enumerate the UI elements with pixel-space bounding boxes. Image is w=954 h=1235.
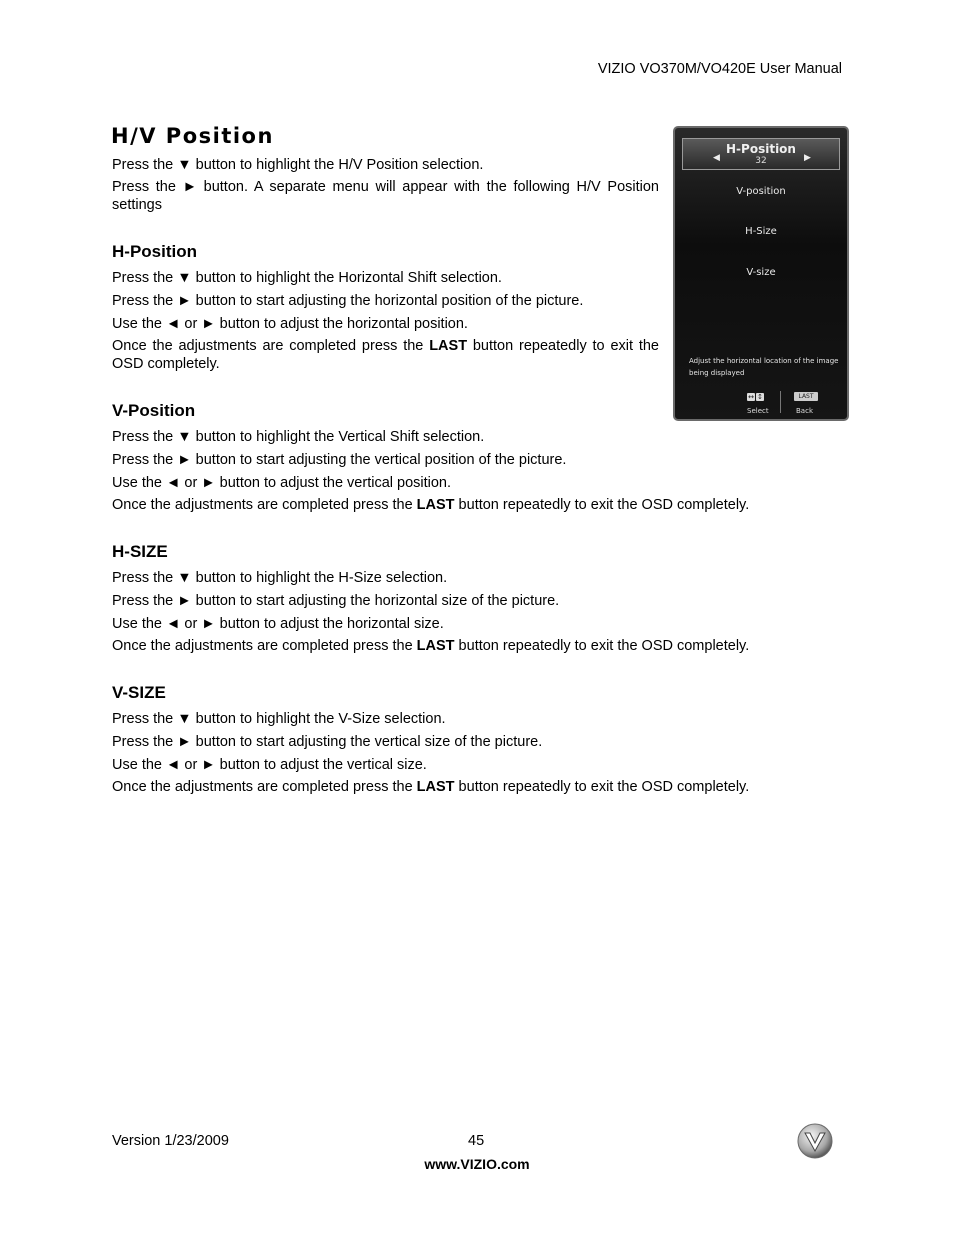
left-arrow-icon: ◀ [713,153,720,163]
intro-line-2: Press the ► button. A separate menu will appear with the following H/V Position settings [112,179,659,213]
h-size-line-1: Press the ▼ button to highlight the H-Size selection. [112,570,448,586]
v-position-line-3: Use the ◄ or ► button to adjust the vertical position. [112,475,452,491]
v-size-line-3: Use the ◄ or ► button to adjust the vertical size. [112,757,427,773]
h-size-heading: H-SIZE [112,542,168,561]
right-arrow-icon: ▶ [804,153,811,163]
h-position-heading: H-Position [112,242,197,261]
v-position-heading: V-Position [112,401,196,420]
h-position-last-instruction: Once the adjustments are completed press the LAST button repeatedly to exit the OSD completely. [112,338,659,372]
osd-bar-value: 32 [755,156,767,166]
osd-back-label: Back [796,407,813,415]
version-text: Version 1/23/2009 [112,1133,229,1149]
v-position-last-instruction: Once the adjustments are completed press the LAST button repeatedly to exit the OSD completely. [112,497,750,513]
v-position-line-2: Press the ► button to start adjusting the vertical position of the picture. [112,452,567,468]
osd-help-text: Adjust the horizontal location of the image being displayed [689,357,839,377]
up-down-key-icon: ↕ [757,393,763,401]
left-right-key-icon: ↔ [748,393,754,401]
osd-select-label: Select [747,407,769,415]
osd-menu-screenshot [673,126,849,421]
osd-select-keys [747,392,765,401]
osd-item-v-size: V-size [746,267,776,278]
v-size-line-2: Press the ► button to start adjusting the vertical size of the picture. [112,734,543,750]
h-size-line-2: Press the ► button to start adjusting the horizontal size of the picture. [112,593,560,609]
h-position-line-2: Press the ► button to start adjusting the horizontal position of the picture. [112,293,584,309]
h-size-line-3: Use the ◄ or ► button to adjust the horizontal size. [112,616,444,632]
osd-divider [780,391,781,413]
osd-item-v-position: V-position [736,186,786,197]
h-size-last-instruction: Once the adjustments are completed press the LAST button repeatedly to exit the OSD completely. [112,638,750,654]
v-size-line-1: Press the ▼ button to highlight the V-Size selection. [112,711,446,727]
osd-selected-setting-bar [682,138,840,170]
intro-line-1: Press the ▼ button to highlight the H/V Position selection. [112,157,484,173]
last-key-icon: LAST [794,392,818,401]
h-position-line-3: Use the ◄ or ► button to adjust the horizontal position. [112,316,468,332]
v-size-heading: V-SIZE [112,683,166,702]
website-url: www.VIZIO.com [424,1156,530,1172]
h-position-line-1: Press the ▼ button to highlight the Horizontal Shift selection. [112,270,502,286]
section-title: H/V Position [111,124,274,148]
osd-item-h-size: H-Size [745,226,777,237]
v-size-last-instruction: Once the adjustments are completed press the LAST button repeatedly to exit the OSD completely. [112,779,750,795]
page-number: 45 [468,1133,485,1149]
osd-bar-title: H-Position [726,142,796,156]
running-header: VIZIO VO370M/VO420E User Manual [597,61,842,77]
vizio-logo [796,1122,834,1160]
v-position-line-1: Press the ▼ button to highlight the Vertical Shift selection. [112,429,485,445]
